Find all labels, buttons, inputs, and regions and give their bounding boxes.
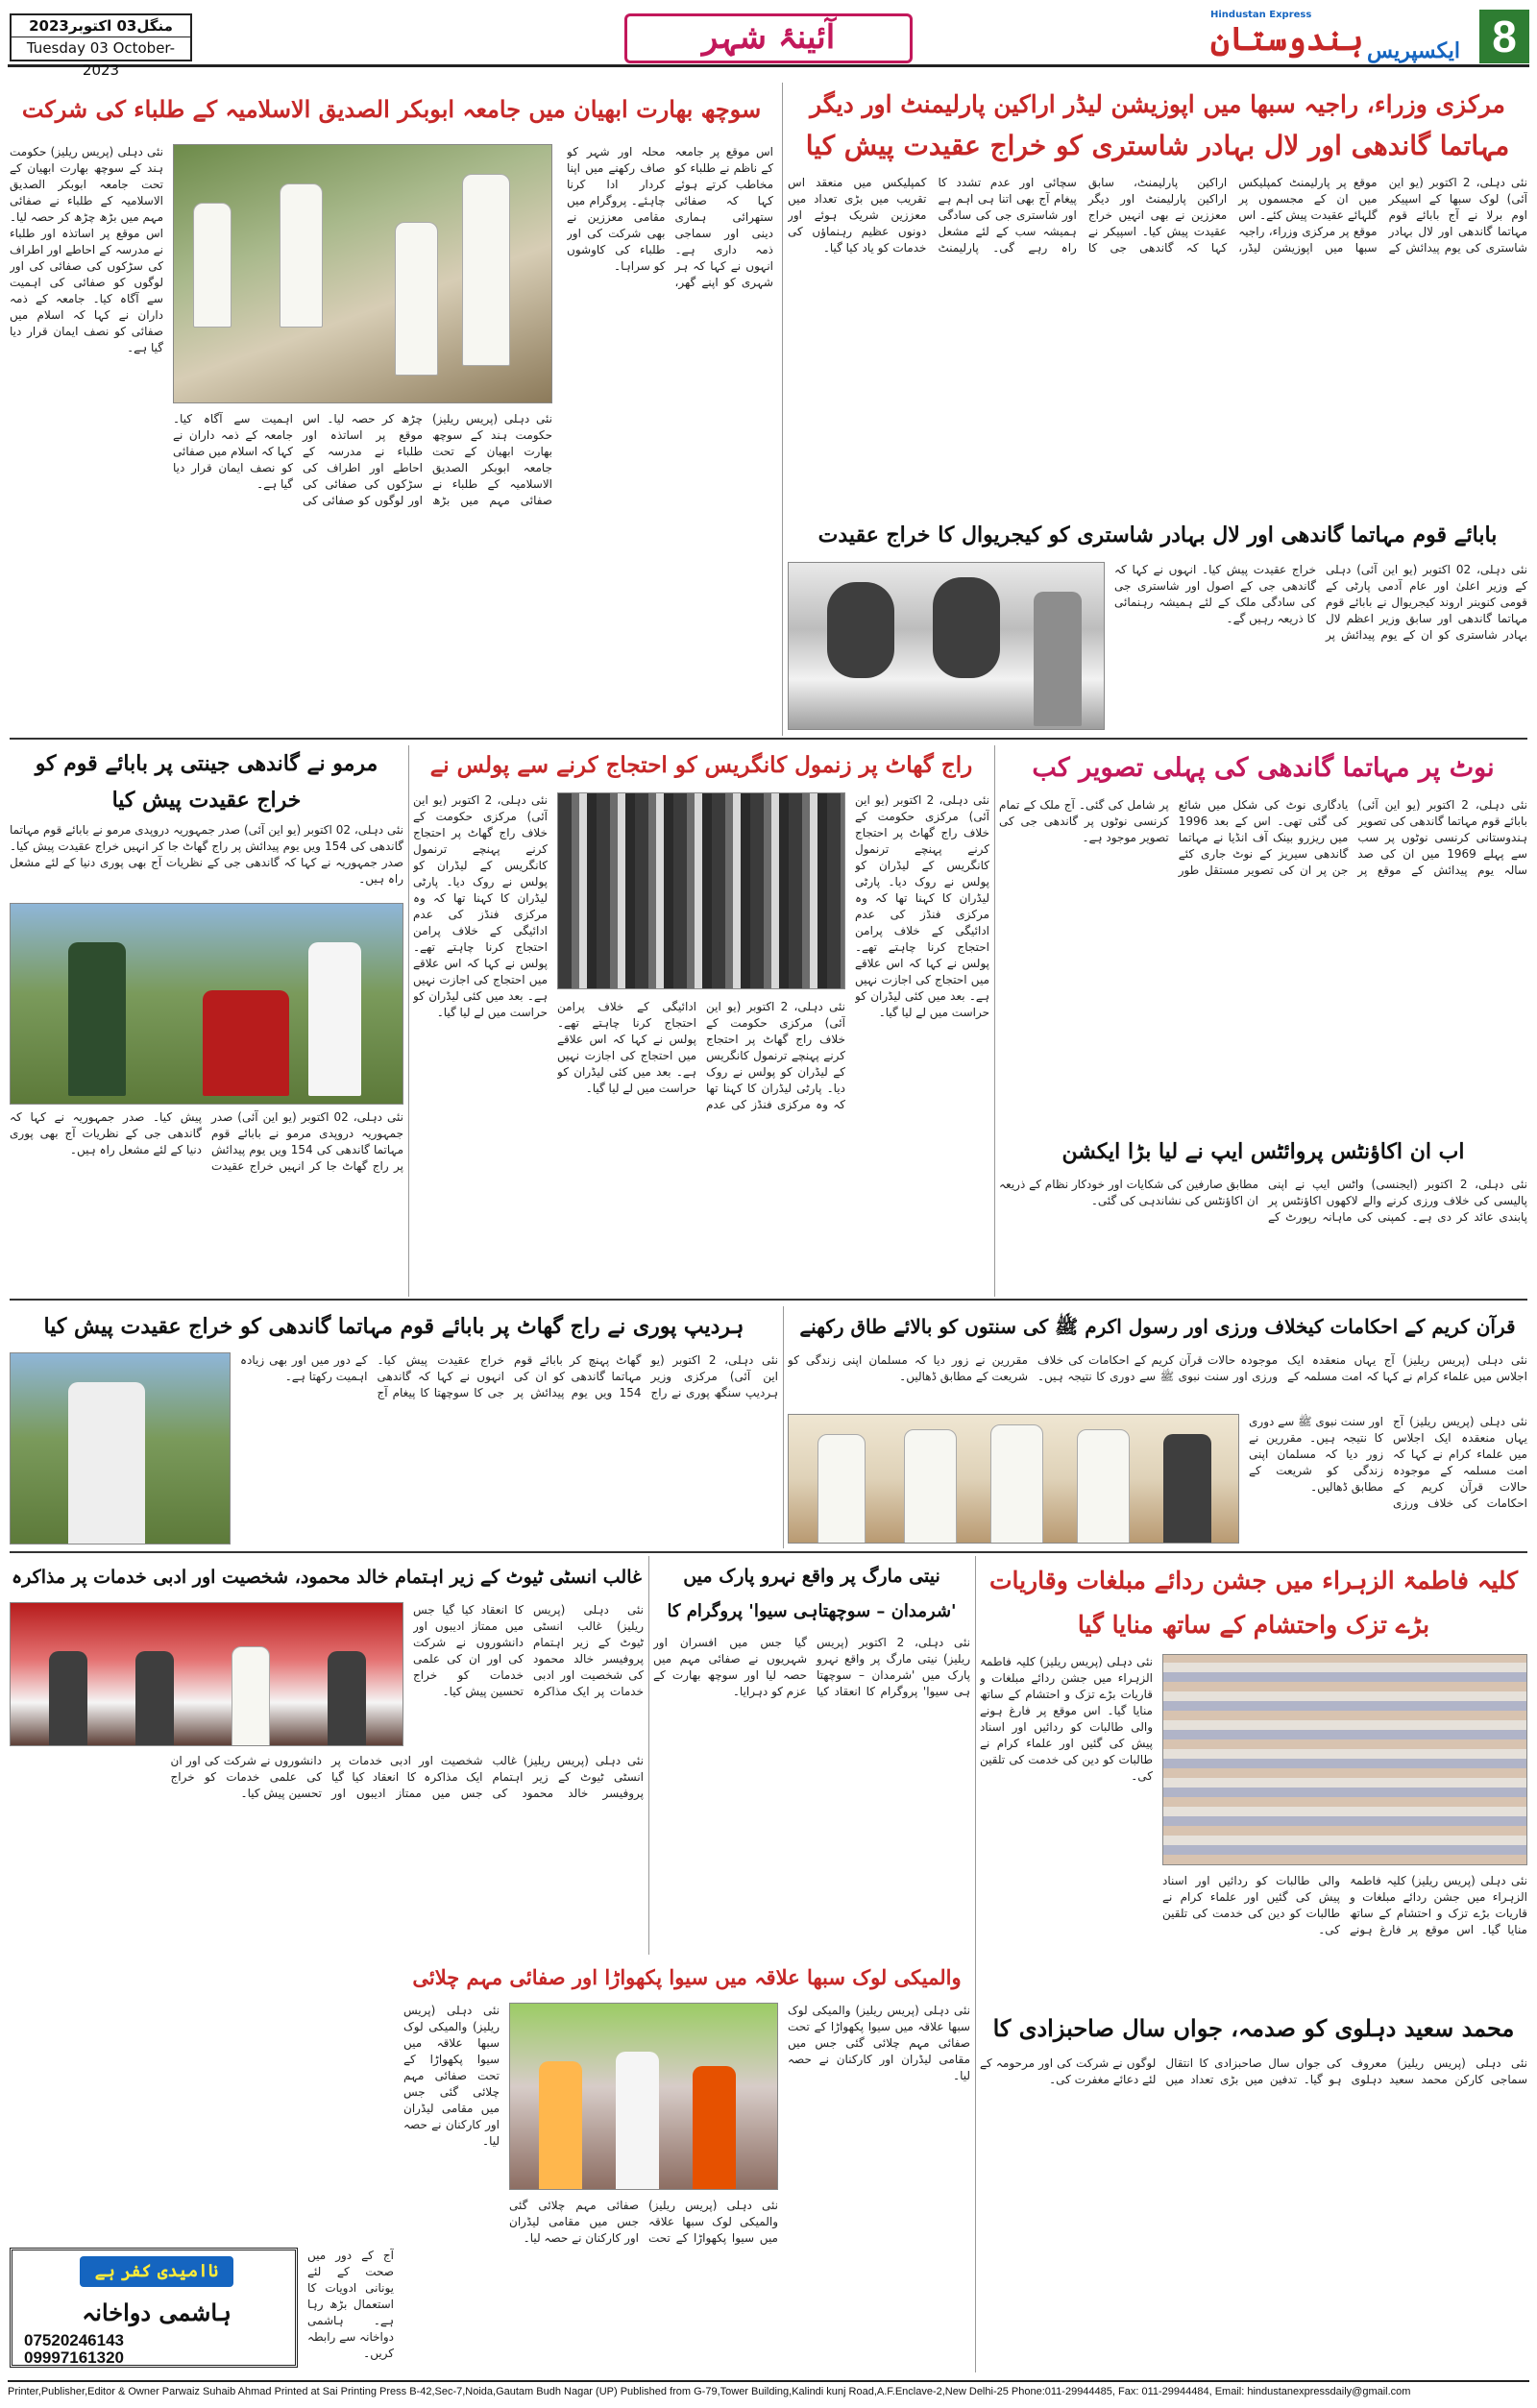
a12-photo bbox=[509, 2003, 778, 2190]
a12-body: نئی دہلی (پریس ریلیز) والمیکی لوک سبھا علاقہ میں سیوا پکھواڑا کے تحت صفائی مہم چلائی گئی جس میں مقامی لیڈران اور کارکنان نے حصہ لیا۔ bbox=[788, 2004, 970, 2082]
ad-phone-2: 09997161320 bbox=[24, 2348, 125, 2367]
person-figure bbox=[904, 1429, 957, 1544]
person-figure bbox=[135, 1651, 174, 1746]
logo-english: Hindustan Express bbox=[1210, 10, 1312, 20]
a4-body: نئی دہلی، 02 اکتوبر (یو این آئی) صدر جمہوریہ دروپدی مرمو نے بابائے قوم مہاتما گاندھی کی 154 ویں یوم پیدائش پر راج گھاٹ جا کر انہیں خراج عقیدت پیش کیا۔ صدر جمہوریہ نے کہا کہ گاندھی جی کے نظریات آج بھی پوری دنیا کے لئے مشعل راہ ہیں۔ bbox=[10, 823, 403, 886]
person-figure bbox=[990, 1424, 1043, 1544]
date-urdu: منگل03 اکتوبر2023 bbox=[12, 15, 190, 37]
a4-body-2: نئی دہلی، 02 اکتوبر (یو این آئی) صدر جمہوریہ دروپدی مرمو نے بابائے قوم مہاتما گاندھی کی 154 ویں یوم پیدائش پر راج گھاٹ جا کر انہیں خراج عقیدت پیش کیا۔ صدر جمہوریہ نے کہا کہ گاندھی جی کے نظریات آج بھی پوری دنیا کے لئے مشعل راہ ہیں۔ bbox=[10, 1110, 403, 1173]
a12-headline: والمیکی لوک سبھا علاقہ میں سیوا پکھواڑا اور صفائی مہم چلائی bbox=[412, 1965, 962, 1989]
a14-body: نئی دہلی (پریس ریلیز) معروف سماجی کارکن محمد سعید دہلوی کی جواں سال صاحبزادی کا انتقال ہو گیا۔ تدفین میں بڑی تعداد میں لوگوں نے شرکت کی اور مرحومہ کے لئے دعائے مغفرت کی۔ bbox=[980, 2056, 1527, 2086]
a13-body-2: نئی دہلی (پریس ریلیز) کلیہ فاطمۃ الزہراء میں جشن ردائے مبلغات و قاریات بڑے تزک و احتشام کے ساتھ منایا گیا۔ اس موقع پر فارغ ہونے والی طالبات کو ردائیں اور اسناد پیش کی گئیں اور علماء کرام نے طالبات کو دین کی خدمت کی تلقین کی۔ bbox=[1162, 1874, 1527, 1936]
student-figure bbox=[395, 222, 438, 376]
a8-photo bbox=[10, 1352, 231, 1545]
guard-figure bbox=[68, 942, 126, 1096]
a2-body-1: نئی دہلی (پریس ریلیز) حکومت ہند کے سوچھ بھارت ابھیان کے تحت جامعہ ابوبکر الصدیق الاسلامیہ کے طلباء نے صفائی مہم میں بڑھ چڑھ کر حصہ لیا۔ اس موقع پر اساتذہ اور طلباء نے مدرسہ کے احاطے اور اطراف کی سڑکوں کی صفائی کی اور لوگوں کو صفائی کی اہمیت سے آگاہ کیا۔ جامعہ کے ذمہ داران نے کہا کہ اسلام میں صفائی کو نصف ایمان قرار دیا گیا ہے۔ bbox=[10, 145, 163, 354]
divider bbox=[10, 1551, 1527, 1553]
column-rule bbox=[975, 1556, 976, 2372]
person-figure bbox=[68, 1382, 145, 1545]
newspaper-logo bbox=[1210, 10, 1470, 63]
a4-photo bbox=[10, 903, 403, 1105]
person-figure bbox=[232, 1646, 270, 1746]
date-box bbox=[10, 13, 192, 79]
a10-body: نئی دہلی (پریس ریلیز) غالب انسٹی ٹیوٹ کے زیر اہتمام پروفیسر خالد محمود کی شخصیت اور ادبی خدمات پر ایک مذاکرہ کا انعقاد کیا گیا جس میں ممتاز ادیبوں اور دانشوروں نے شرکت کی اور ان کی علمی خدمات کو خراج تحسین پیش کیا۔ bbox=[413, 1603, 644, 1698]
portrait-frame bbox=[933, 577, 1000, 678]
advertisement bbox=[10, 2248, 298, 2368]
a9-body: نئی دہلی (پریس ریلیز) آج یہاں منعقدہ ایک اجلاس میں علماء کرام نے کہا کہ امت مسلمہ کے موجودہ حالات قرآن کریم کے احکامات کی خلاف ورزی اور سنت نبوی ﷺ سے دوری کا نتیجہ ہیں۔ مقررین نے زور دیا کہ مسلمان اپنی زندگی کو شریعت کے مطابق ڈھالیں۔ bbox=[788, 1353, 1527, 1383]
column-rule bbox=[994, 745, 995, 1297]
a9-headline: قرآن کریم کے احکامات کیخلاف ورزی اور رسول اکرم ﷺ کی سنتوں کو بالائے طاق رکھنے bbox=[799, 1315, 1516, 1338]
a11-headline-2: 'شرمدان – سوچھتاہی سیوا' پروگرام کا bbox=[667, 1601, 957, 1621]
ad-phone-1: 07520246143 bbox=[24, 2331, 125, 2349]
student-figure bbox=[280, 183, 323, 328]
person-figure bbox=[693, 2066, 736, 2190]
a2-body-2: اس موقع پر جامعہ کے ناظم نے طلباء کو مخاطب کرتے ہوئے کہا کہ صفائی ستھرائی ہماری دینی اور سماجی ذمہ داری ہے۔ انہوں نے کہا کہ ہر شہری کو اپنے گھر، محلہ اور شہر کو صاف رکھنے میں اپنا کردار ادا کرنا چاہئے۔ پروگرام میں مقامی معززین نے بھی شرکت کی اور طلباء کی کاوشوں کو سراہا۔ bbox=[567, 145, 773, 289]
a9-photo bbox=[788, 1414, 1239, 1544]
a7-body: نئی دہلی، 2 اکتوبر (ایجنسی) واٹس ایپ نے اپنی پالیسی کی خلاف ورزی کرنے والے لاکھوں اکاؤنٹس پر پابندی عائد کر دی ہے۔ کمپنی کی ماہانہ رپورٹ کے مطابق صارفین کی شکایات اور خودکار نظام کے ذریعہ ان اکاؤنٹس کی نشاندہی کی گئی۔ bbox=[999, 1178, 1527, 1224]
divider bbox=[10, 1299, 1527, 1301]
a7-headline: اب ان اکاؤنٹس پروائٹس ایپ نے لیا بڑا ایکشن bbox=[1061, 1139, 1465, 1164]
a15-body: آج کے دور میں صحت کے لئے یونانی ادویات کا استعمال بڑھ رہا ہے۔ ہاشمی دواخانہ سے رابطہ کریں۔ bbox=[307, 2249, 394, 2360]
person-figure bbox=[616, 2052, 659, 2190]
column-rule bbox=[782, 83, 783, 736]
a11-headline-1: نیتی مارگ پر واقع نہرو پارک میں bbox=[683, 1566, 940, 1587]
footer-imprint: Printer,Publisher,Editor & Owner Parwaiz Suhaib Ahmad Printed at Sai Printing Press B-42,Sec-7,Noida,Gautam Budh Nagar (UP) Published from G-79,Tower Building,Kalindi kunj Road,A.F.Enclave-2,New Delhi-25 Phone:011-29944485, Fax: 011-29944484, Email: hindustanexpressdaily@gmail.com bbox=[8, 2380, 1529, 2401]
a8-body: نئی دہلی، 2 اکتوبر (یو این آئی) مرکزی وزیر ہردیپ سنگھ پوری نے راج گھاٹ پہنچ کر بابائے قوم مہاتما گاندھی کو ان کی 154 ویں یوم پیدائش پر خراج عقیدت پیش کیا۔ انہوں نے کہا کہ گاندھی جی کا سوچھتا کا پیغام آج کے دور میں اور بھی زیادہ اہمیت رکھتا ہے۔ bbox=[240, 1353, 778, 1399]
person-figure bbox=[328, 1651, 366, 1746]
a6-body: نئی دہلی، 2 اکتوبر (یو این آئی) بابائے قوم مہاتما گاندھی کی تصویر ہندوستانی کرنسی نوٹوں پر سب سے پہلے 1969 میں ان کی صد سالہ یوم پیدائش کے موقع پر یادگاری نوٹ کی شکل میں شائع کی گئی تھی۔ اس کے بعد 1996 میں ریزرو بینک آف انڈیا نے مہاتما گاندھی سیریز کے نوٹ جاری کئے جن پر ان کی تصویر مستقل طور پر شامل کی گئی۔ آج ملک کے تمام کرنسی نوٹوں پر گاندھی جی کی تصویر موجود ہے۔ bbox=[999, 798, 1527, 877]
a4-headline-1: مرمو نے گاندھی جینتی پر بابائے قوم کو bbox=[35, 751, 378, 776]
a2-body-1b: نئی دہلی (پریس ریلیز) حکومت ہند کے سوچھ بھارت ابھیان کے تحت جامعہ ابوبکر الصدیق الاسلامیہ کے طلباء نے صفائی مہم میں بڑھ چڑھ کر حصہ لیا۔ اس موقع پر اساتذہ اور طلباء نے مدرسہ کے احاطے اور اطراف کی سڑکوں کی صفائی کی اور لوگوں کو صفائی کی اہمیت سے آگاہ کیا۔ جامعہ کے ذمہ داران نے کہا کہ اسلام میں صفائی کو نصف ایمان قرار دیا گیا ہے۔ bbox=[173, 412, 552, 507]
a13-photo bbox=[1162, 1654, 1527, 1865]
a10-headline: غالب انسٹی ٹیوٹ کے زیر اہتمام خالد محمود، شخصیت اور ادبی خدمات پر مذاکرہ bbox=[12, 1567, 642, 1588]
a1-headline-1: مرکزی وزراء، راجیہ سبھا میں اپوزیشن لیڈر اراکین پارلیمنٹ اور دیگر bbox=[810, 90, 1505, 118]
a1-body: نئی دہلی، 2 اکتوبر (یو این آئی) لوک سبھا کے اسپیکر اوم برلا نے آج بابائے قوم مہاتما گاندھی اور لال بہادر شاستری کی یوم پیدائش کے موقع پر پارلیمنٹ کمپلیکس میں ان کے مجسموں پر گلہائے عقیدت پیش کئے۔ اس موقع پر مرکزی وزراء، راجیہ سبھا میں اپوزیشن لیڈر، اراکین پارلیمنٹ، سابق اراکین پارلیمنٹ اور دیگر معززین نے بھی انہیں خراج عقیدت پیش کیا۔ اسپیکر نے کہا کہ گاندھی جی کا سچائی اور عدم تشدد کا پیغام آج بھی اتنا ہی اہم ہے اور شاستری جی کی سادگی ہمیشہ سب کے لئے مشعل راہ رہے گی۔ پارلیمنٹ کمپلیکس میں منعقد اس تقریب میں بڑی تعداد میں معززین شریک ہوئے اور دونوں عظیم رہنماؤں کی خدمات کو یاد کیا گیا۔ bbox=[788, 176, 1527, 255]
a2-photo bbox=[173, 144, 552, 403]
a11-body: نئی دہلی، 2 اکتوبر (پریس ریلیز) نیتی مارگ پر واقع نہرو پارک میں 'شرمدان – سوچھتا ہی سیوا' پروگرام کا انعقاد کیا گیا جس میں افسران اور شہریوں نے صفائی مہم میں حصہ لیا اور سوچھ بھارت کے عزم کو دہرایا۔ bbox=[653, 1636, 970, 1698]
date-english: Tuesday 03 October-2023 bbox=[26, 39, 176, 79]
a1-headline-2: مہاتما گاندھی اور لال بہادر شاستری کو خراج عقیدت پیش کیا bbox=[805, 130, 1510, 161]
column-rule bbox=[783, 1306, 784, 1548]
a10-photo bbox=[10, 1602, 403, 1746]
person-figure bbox=[1077, 1429, 1130, 1544]
a5-body-1: نئی دہلی، 2 اکتوبر (یو این آئی) مرکزی حکومت کے خلاف راج گھاٹ پر احتجاج کرنے پہنچے ترنمول کانگریس کے لیڈران کو پولس نے روک دیا۔ پارٹی لیڈران کا کہنا تھا کہ وہ مرکزی فنڈز کی عدم ادائیگی کے خلاف پرامن احتجاج کرنا چاہتے تھے۔ پولس نے کہا کہ اس علاقے میں احتجاج کی اجازت نہیں ہے۔ بعد میں کئی لیڈران کو حراست میں لے لیا گیا۔ bbox=[413, 793, 548, 1019]
person-figure bbox=[1034, 592, 1082, 726]
a12-body-2: نئی دہلی (پریس ریلیز) والمیکی لوک سبھا علاقہ میں سیوا پکھواڑا کے تحت صفائی مہم چلائی گئی جس میں مقامی لیڈران اور کارکنان نے حصہ لیا۔ bbox=[403, 2004, 500, 2148]
a5-body-2: نئی دہلی، 2 اکتوبر (یو این آئی) مرکزی حکومت کے خلاف راج گھاٹ پر احتجاج کرنے پہنچے ترنمول کانگریس کے لیڈران کو پولس نے روک دیا۔ پارٹی لیڈران کا کہنا تھا کہ وہ مرکزی فنڈز کی عدم ادائیگی کے خلاف پرامن احتجاج کرنا چاہتے تھے۔ پولس نے کہا کہ اس علاقے میں احتجاج کی اجازت نہیں ہے۔ بعد میں کئی لیڈران کو حراست میں لے لیا گیا۔ bbox=[855, 793, 989, 1019]
person-figure bbox=[539, 2061, 582, 2190]
page-number: 8 bbox=[1479, 10, 1529, 63]
divider bbox=[10, 738, 1527, 740]
student-figure bbox=[193, 203, 232, 328]
logo-sub: ایکسپریس bbox=[1367, 38, 1460, 63]
portrait-frame bbox=[827, 582, 894, 678]
a6-headline: نوٹ پر مہاتما گاندھی کی پہلی تصویر کب bbox=[1032, 753, 1495, 783]
person-figure bbox=[1163, 1434, 1211, 1544]
section-title: آئینۂ شہر bbox=[624, 13, 913, 63]
a4-headline-2: خراج عقیدت پیش کیا bbox=[111, 788, 302, 813]
a5-body-3: نئی دہلی، 2 اکتوبر (یو این آئی) مرکزی حکومت کے خلاف راج گھاٹ پر احتجاج کرنے پہنچے ترنمول کانگریس کے لیڈران کو پولس نے روک دیا۔ پارٹی لیڈران کا کہنا تھا کہ وہ مرکزی فنڈز کی عدم ادائیگی کے خلاف پرامن احتجاج کرنا چاہتے تھے۔ پولس نے کہا کہ اس علاقے میں احتجاج کی اجازت نہیں ہے۔ بعد میں کئی لیڈران کو حراست میں لے لیا گیا۔ bbox=[557, 1000, 845, 1111]
a8-headline: ہردیپ پوری نے راج گھاٹ پر بابائے قوم مہاتما گاندھی کو خراج عقیدت پیش کیا bbox=[43, 1314, 744, 1339]
a2-headline: سوچھ بھارت ابھیان میں جامعہ ابوبکر الصدیق الاسلامیہ کے طلباء کی شرکت bbox=[21, 95, 762, 123]
a5-headline: راج گھاٹ پر زنمول کانگریس کو احتجاج کرنے سے پولس نے bbox=[429, 752, 973, 778]
column-rule bbox=[648, 1556, 649, 1955]
a13-headline-2: بڑے تزک واحتشام کے ساتھ منایا گیا bbox=[1077, 1611, 1430, 1639]
a3-headline: بابائے قوم مہاتما گاندھی اور لال بہادر شاستری کو کیجریوال کا خراج عقیدت bbox=[817, 523, 1498, 547]
a9-body-2: نئی دہلی (پریس ریلیز) آج یہاں منعقدہ ایک اجلاس میں علماء کرام نے کہا کہ امت مسلمہ کے موجودہ حالات قرآن کریم کے احکامات کی خلاف ورزی اور سنت نبوی ﷺ سے دوری کا نتیجہ ہیں۔ مقررین نے زور دیا کہ مسلمان اپنی زندگی کو شریعت کے مطابق ڈھالیں۔ bbox=[1249, 1415, 1527, 1510]
a12-body-3: نئی دہلی (پریس ریلیز) والمیکی لوک سبھا علاقہ میں سیوا پکھواڑا کے تحت صفائی مہم چلائی گئی جس میں مقامی لیڈران اور کارکنان نے حصہ لیا۔ bbox=[509, 2199, 778, 2245]
a3-photo bbox=[788, 562, 1105, 730]
a5-photo bbox=[557, 792, 845, 989]
a13-body: نئی دہلی (پریس ریلیز) کلیہ فاطمۃ الزہراء میں جشن ردائے مبلغات و قاریات بڑے تزک و احتشام کے ساتھ منایا گیا۔ اس موقع پر فارغ ہونے والی طالبات کو ردائیں اور اسناد پیش کی گئیں اور علماء کرام نے طالبات کو دین کی خدمت کی تلقین کی۔ bbox=[980, 1655, 1153, 1783]
person-figure bbox=[203, 990, 289, 1096]
a14-headline: محمد سعید دہلوی کو صدمہ، جواں سال صاحبزادی کا bbox=[992, 2014, 1515, 2042]
student-figure bbox=[462, 174, 510, 366]
guard-figure bbox=[308, 942, 361, 1096]
logo-main: ہندوستان bbox=[1210, 20, 1364, 59]
ad-shop-name: ہاشمی دواخانہ bbox=[82, 2299, 232, 2326]
a13-headline-1: کلیہ فاطمۃ الزہراء میں جشن ردائے مبلغات وقاریات bbox=[988, 1567, 1519, 1594]
a3-body: نئی دہلی، 02 اکتوبر (یو این آئی) دہلی کے وزیر اعلیٰ اور عام آدمی پارٹی کے قومی کنوینر اروند کیجریوال نے بابائے قوم مہاتما گاندھی اور سابق وزیر اعظم لال بہادر شاستری کو ان کے یوم پیدائش پر خراج عقیدت پیش کیا۔ انہوں نے کہا کہ گاندھی جی کے اصول اور شاستری جی کی سادگی ملک کے لئے ہمیشہ رہنمائی کا ذریعہ رہیں گے۔ bbox=[1114, 563, 1527, 642]
a10-body-2: نئی دہلی (پریس ریلیز) غالب انسٹی ٹیوٹ کے زیر اہتمام پروفیسر خالد محمود کی شخصیت اور ادبی خدمات پر ایک مذاکرہ کا انعقاد کیا گیا جس میں ممتاز ادیبوں اور دانشوروں نے شرکت کی اور ان کی علمی خدمات کو خراج تحسین پیش کیا۔ bbox=[170, 1754, 644, 1800]
ad-title: ناامیدی کفر ہے bbox=[80, 2256, 233, 2287]
column-rule bbox=[408, 745, 409, 1297]
person-figure bbox=[817, 1434, 866, 1544]
person-figure bbox=[49, 1651, 87, 1746]
